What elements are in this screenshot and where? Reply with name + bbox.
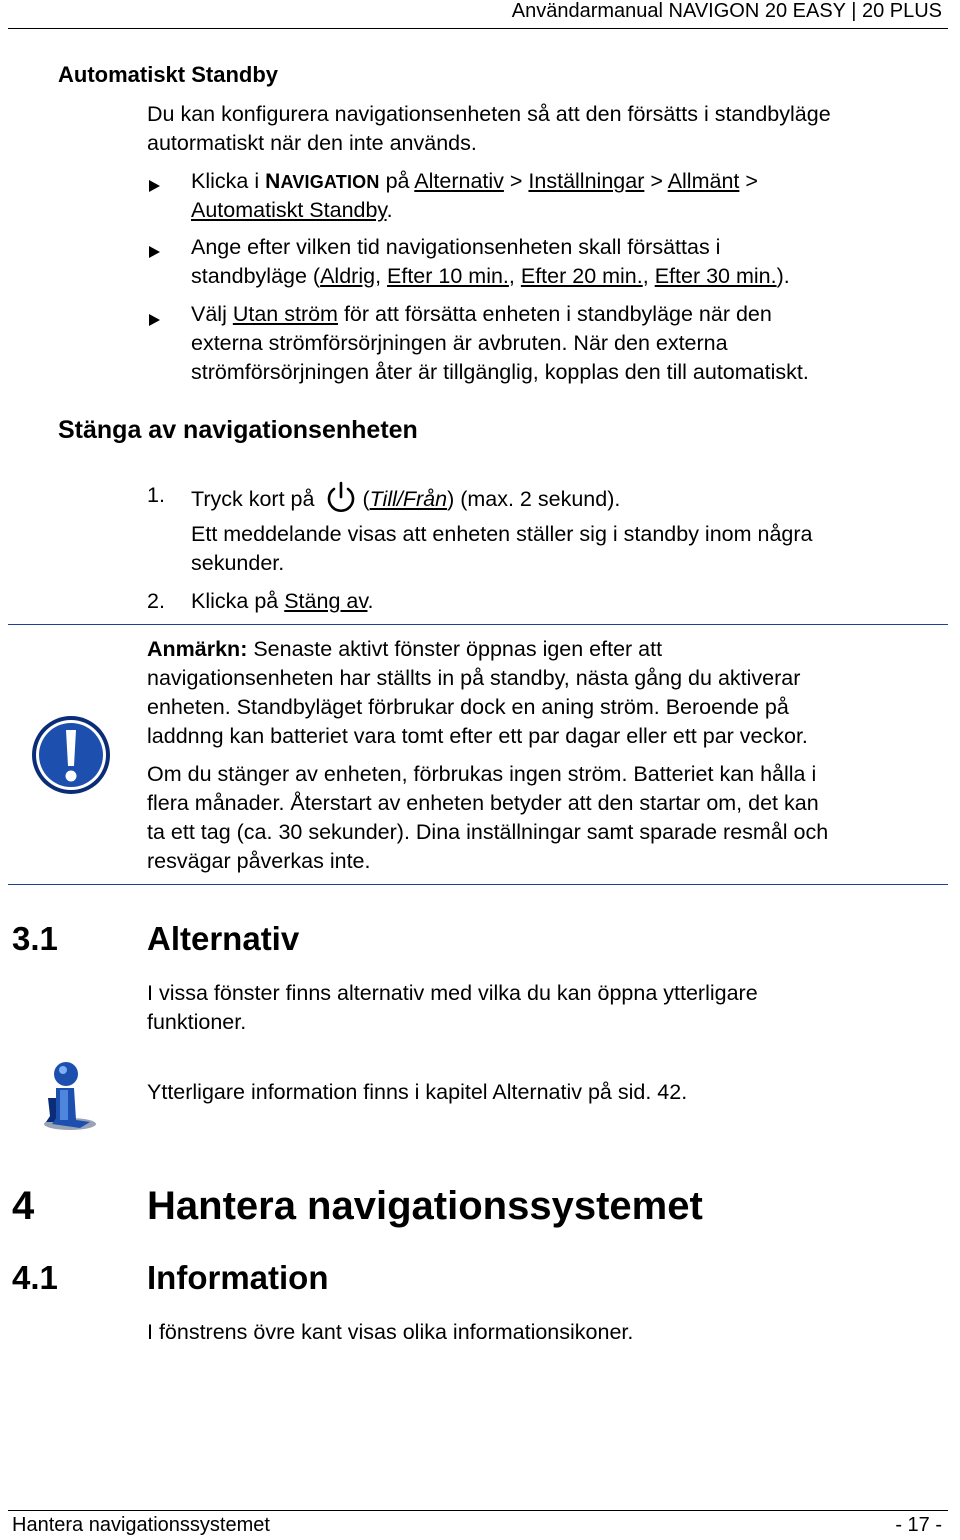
section-4-1-text: I fönstrens övre kant visas olika informationsikoner. xyxy=(147,1320,634,1344)
step-end: ). xyxy=(776,264,790,288)
paren: ( xyxy=(362,487,370,511)
option-efter-30[interactable]: Efter 30 min. xyxy=(654,264,777,288)
navigation-smallcaps xyxy=(265,172,380,192)
note-line-2: navigationsenheten har ställts in på standby, nästa gång du aktiverar xyxy=(147,666,801,690)
standby-step-1 xyxy=(191,167,758,197)
shutdown-step-2-line xyxy=(191,587,373,616)
info-person-icon xyxy=(36,1058,102,1132)
step-text: Tryck kort på xyxy=(191,487,315,511)
option-efter-10[interactable]: Efter 10 min. xyxy=(387,264,509,288)
step-text: Klicka i xyxy=(191,169,266,193)
header-rule xyxy=(8,28,948,29)
separator: , xyxy=(508,264,521,288)
link-alternativ[interactable]: Alternativ xyxy=(414,169,504,193)
note-line-7: ta ett tag (ca. 30 sekunder). Dina inställningar samt sparade resmål och xyxy=(147,820,829,844)
footer-page-number: - 17 - xyxy=(895,1514,942,1536)
section-3-1-text-2: funktioner. xyxy=(147,1010,247,1034)
standby-step-3-line-3: strömförsörjningen åter är tillgänglig, kopplas den till automatiskt. xyxy=(191,360,809,384)
standby-step-2-line-2 xyxy=(191,262,790,291)
note-line-8: resvägar påverkas inte. xyxy=(147,849,371,873)
footer-rule xyxy=(8,1510,948,1511)
exclamation-icon xyxy=(30,714,112,796)
bullet-arrow-icon xyxy=(149,180,160,192)
link-allmant[interactable]: Allmänt xyxy=(667,169,740,193)
chapter-4-number: 4 xyxy=(12,1184,35,1228)
note-line-4: laddnng kan batteriet vara tomt efter ett par dagar eller ett par veckor. xyxy=(147,724,808,748)
section-3-1-number: 3.1 xyxy=(12,920,58,957)
shutdown-step-1-detail-2: sekunder. xyxy=(191,551,285,575)
standby-intro-line-1: Du kan konfigurera navigationsenheten så att den försätts i standbyläge xyxy=(147,102,831,126)
shutdown-step-1-num: 1. xyxy=(147,483,165,507)
section-4-1-number: 4.1 xyxy=(12,1259,58,1296)
header-title: Användarmanual NAVIGON 20 EASY | 20 PLUS xyxy=(511,0,942,22)
step-text: Välj xyxy=(191,302,233,326)
standby-step-2-line-1: Ange efter vilken tid navigationsenheten skall försättas i xyxy=(191,235,721,259)
step-end: . xyxy=(386,198,393,222)
nav-first-letter: N xyxy=(265,170,281,193)
bullet-arrow-icon xyxy=(149,246,160,258)
link-till-fran[interactable]: Till/Från xyxy=(369,487,448,511)
link-installningar[interactable]: Inställningar xyxy=(528,169,645,193)
shutdown-step-2-num: 2. xyxy=(147,589,165,613)
step-text: Klicka på xyxy=(191,589,285,613)
link-automatiskt-standby[interactable]: Automatiskt Standby xyxy=(191,198,387,222)
chapter-4-title: Hantera navigationssystemet xyxy=(147,1184,703,1228)
footer-chapter: Hantera navigationssystemet xyxy=(12,1514,270,1536)
option-aldrig[interactable]: Aldrig xyxy=(320,264,376,288)
note-top-rule xyxy=(8,624,948,625)
standby-step-3-line-1 xyxy=(191,300,772,329)
standby-heading: Automatiskt Standby xyxy=(58,62,279,87)
link-utan-strom[interactable]: Utan ström xyxy=(232,302,338,326)
separator: > xyxy=(644,169,668,193)
power-icon xyxy=(324,481,358,511)
separator: > xyxy=(503,169,529,193)
note-line-5: Om du stänger av enheten, förbrukas ingen ström. Batteriet kan hålla i xyxy=(147,762,817,786)
step-text: standbyläge ( xyxy=(191,264,321,288)
shutdown-heading: Stänga av navigationsenheten xyxy=(58,416,418,444)
section-3-1-text-1: I vissa fönster finns alternativ med vilka du kan öppna ytterligare xyxy=(147,981,758,1005)
separator: > xyxy=(739,169,758,193)
note-label: Anmärkn: xyxy=(147,637,248,661)
separator: , xyxy=(375,264,388,288)
standby-step-1-cont xyxy=(191,196,393,225)
separator: , xyxy=(642,264,655,288)
option-efter-20[interactable]: Efter 20 min. xyxy=(520,264,643,288)
standby-step-3-line-2: externa strömförsörjningen är avbruten. När den externa xyxy=(191,331,728,355)
note-line-1 xyxy=(147,635,662,664)
section-3-1-title: Alternativ xyxy=(147,920,300,957)
nav-rest: AVIGATION xyxy=(280,172,380,192)
shutdown-step-1-line xyxy=(191,481,620,514)
section-4-1-title: Information xyxy=(147,1259,329,1296)
note-text: Senaste aktivt fönster öppnas igen efter att xyxy=(247,637,663,661)
step-text: för att försätta enheten i standbyläge när den xyxy=(337,302,772,326)
bullet-arrow-icon xyxy=(149,314,160,326)
note-bottom-rule xyxy=(8,884,948,885)
step-end: . xyxy=(367,589,374,613)
note-line-6: flera månader. Återstart av enheten betyder att den startar om, det kan xyxy=(147,791,819,815)
section-3-1-info: Ytterligare information finns i kapitel Alternativ på sid. 42. xyxy=(147,1080,688,1104)
shutdown-step-1-detail-1: Ett meddelande visas att enheten ställer sig i standby inom några xyxy=(191,522,813,546)
note-line-3: enheten. Standbyläget förbrukar dock en aning ström. Beroende på xyxy=(147,695,789,719)
step-text: ) (max. 2 sekund). xyxy=(447,487,621,511)
standby-intro-line-2: autormatiskt när den inte används. xyxy=(147,131,477,155)
link-stang-av[interactable]: Stäng av xyxy=(284,589,368,613)
step-text: på xyxy=(379,169,415,193)
